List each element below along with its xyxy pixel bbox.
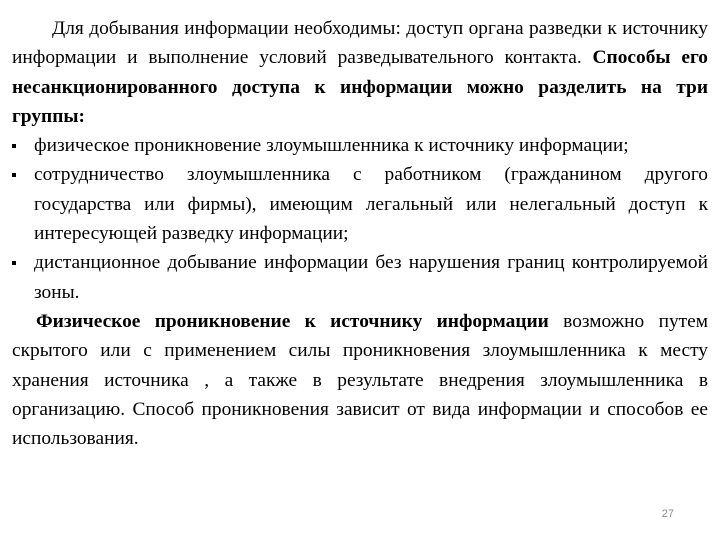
list-item-text: сотрудничество злоумышленника с работником (гражданином другого государства или фирмы), имеющим легальный или нелегальный доступ к интересующей разведку информации;: [34, 164, 708, 245]
list-item: [12, 160, 708, 248]
list-item: [12, 131, 708, 160]
intro-paragraph: [12, 14, 708, 131]
intro-bold-text: Способы его несанкционированного доступа к информации можно разделить на три группы:: [12, 47, 708, 127]
list-item-text: физическое проникновение злоумышленника к источнику информации;: [34, 135, 629, 157]
closing-paragraph: [12, 307, 708, 453]
list-item: [12, 248, 708, 307]
closing-bold-text: Физическое проникновение к источнику информации: [36, 310, 549, 332]
bullet-icon: [12, 261, 16, 265]
bullet-icon: [12, 144, 16, 148]
intro-text: Для добывания информации необходимы: доступ органа разведки к источнику информации и выполнение условий разведывательного контакта.: [12, 18, 708, 69]
slide-text: [12, 14, 708, 453]
list-item-text: дистанционное добывание информации без нарушения границ контролируемой зоны.: [34, 252, 708, 303]
bullet-icon: [12, 173, 16, 177]
closing-text: возможно путем скрытого или с применением силы проникновения злоумышленника к месту хранения источника , а также в результате внедрения злоумышленника в организацию. Способ проникновения зависит от вида информации и способов ее использования.: [12, 310, 708, 450]
bullet-list: [12, 131, 708, 307]
page-number: 27: [661, 508, 674, 520]
